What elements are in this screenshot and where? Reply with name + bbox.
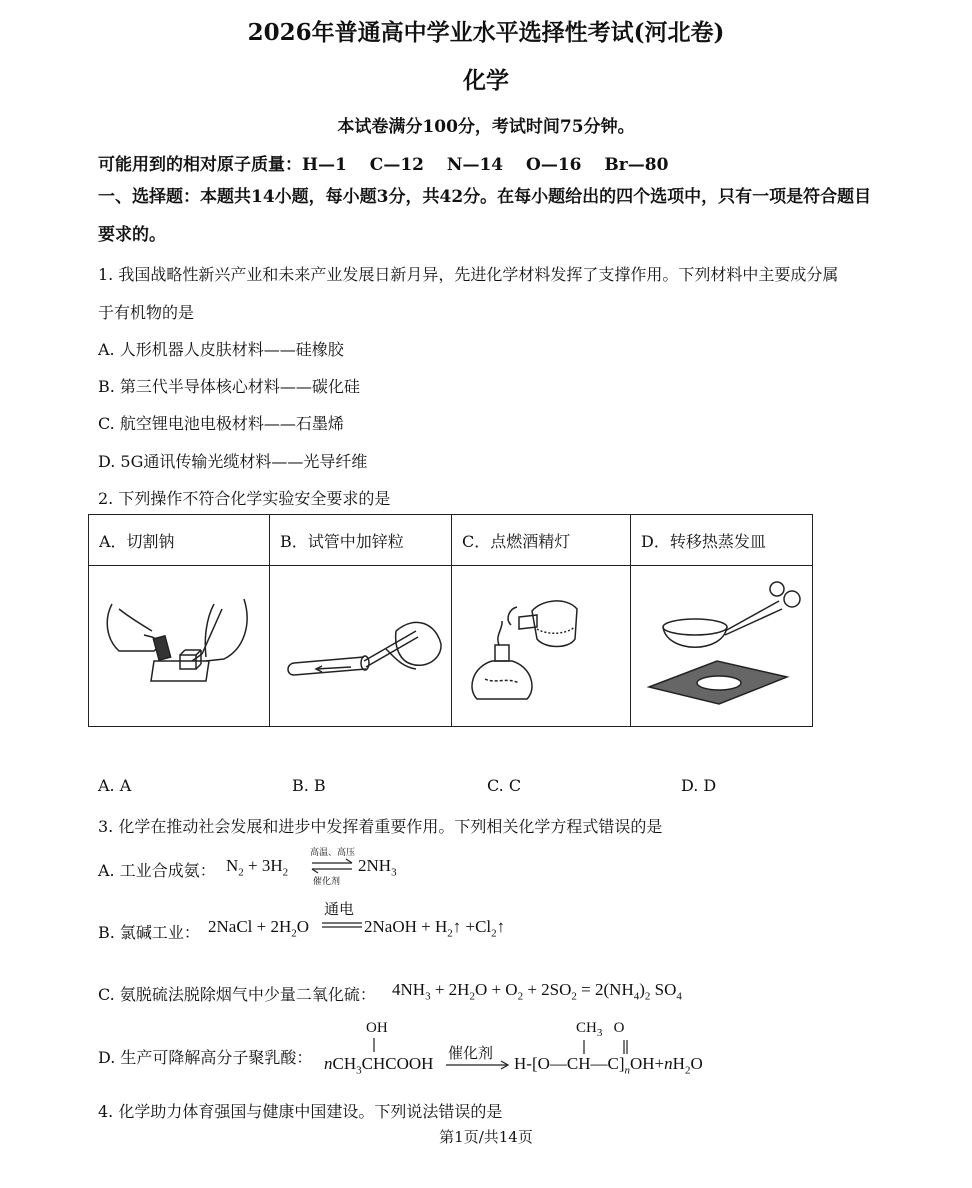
q3-d-condition: 催化剂 (448, 1044, 494, 1062)
q4-stem: 4. 化学助力体育强国与健康中国建设。下列说法错误的是 (98, 1102, 503, 1121)
reaction-arrow-icon (445, 1060, 511, 1070)
q3-a-reactants: $N_2 + 3H_2$ (226, 856, 289, 879)
q1-option-c: C. 航空锂电池电极材料——石墨烯 (98, 414, 344, 433)
q2-cell-b: B．试管中加锌粒 (270, 515, 452, 566)
exam-title: 2026年普通高中学业水平选择性考试(河北卷) (247, 19, 725, 46)
q2-answer-d: D. D (681, 776, 717, 795)
q1-option-a: A. 人形机器人皮肤材料——硅橡胶 (98, 340, 344, 359)
q2-answer-a: A. A (98, 776, 132, 795)
q2-answer-c: C. C (487, 776, 522, 795)
page-footer: 第1页/共14页 (439, 1128, 533, 1146)
q3-a-products: $2NH_3$ (358, 856, 397, 879)
q1-stem-line2: 于有机物的是 (98, 303, 195, 322)
q1-stem-line1: 1. 我国战略性新兴产业和未来产业发展日新月异，先进化学材料发挥了支撑作用。下列材料中主要成分属 (98, 265, 839, 284)
q2-cell-c: C．点燃酒精灯 (452, 515, 631, 566)
q2-answer-b: B. B (292, 776, 326, 795)
q3-b-reactants: 2NaCl + $2H_2O$ (208, 917, 310, 940)
q3-option-c-label: C. 氨脱硫法脱除烟气中少量二氧化硫： (98, 985, 376, 1004)
q1-option-b: B. 第三代半导体核心材料——碳化硅 (98, 377, 360, 396)
section-intro: 一、选择题：本题共14小题，每小题3分，共42分。在每小题给出的四个选项中，只有一项是符合题目要求的。 (98, 187, 872, 245)
subject-title: 化学 (463, 67, 509, 94)
q3-d-reactant: nCH$_3$CHCOOH (324, 1054, 434, 1077)
cutting-sodium-illustration (89, 566, 270, 727)
alcohol-lamp-illustration (452, 566, 631, 727)
q3-a-condition-bottom: 催化剂 (313, 877, 341, 887)
atomic-masses: 可能用到的相对原子质量：H—1 C—12 N—14 O—16 Br—80 (98, 155, 669, 175)
q3-c-equation: $4NH_3 + 2H_2O + O_2 + 2SO_2 = 2(NH_4)_2$ $SO_4$ (392, 980, 682, 1003)
q3-d-product: $H-[O—CH—C]_nOH+nH_2O$ (514, 1054, 703, 1077)
q1-option-d: D. 5G通讯传输光缆材料——光导纤维 (98, 452, 368, 471)
q3-d-oh-group: OH (366, 1020, 388, 1036)
q2-stem: 2. 下列操作不符合化学实验安全要求的是 (98, 489, 391, 508)
q3-stem: 3. 化学在推动社会发展和进步中发挥着重要作用。下列相关化学方程式错误的是 (98, 817, 663, 836)
exam-note: 本试卷满分100分，考试时间75分钟。 (337, 117, 635, 137)
equals-arrow-icon (320, 920, 364, 930)
test-tube-zinc-illustration (270, 566, 452, 727)
q3-option-b-label: B. 氯碱工业： (98, 923, 200, 942)
q2-cell-d: D．转移热蒸发皿 (631, 515, 813, 566)
q3-d-ch3-group: $CH_3$ O (576, 1020, 625, 1039)
q3-b-condition: 通电 (324, 900, 355, 918)
q2-cell-a: A．切割钠 (89, 515, 270, 566)
evaporating-dish-illustration (631, 566, 813, 727)
q3-a-condition-top: 高温、高压 (310, 848, 356, 858)
q3-option-a-label: A. 工业合成氨： (98, 861, 216, 880)
reversible-arrow-icon (310, 858, 354, 874)
q3-b-products: 2NaOH + $H_2↑$ $+Cl_2↑$ (364, 917, 506, 940)
q2-options-table (88, 514, 813, 727)
q3-option-d-label: D. 生产可降解高分子聚乳酸： (98, 1048, 313, 1067)
bond-line-icon (371, 1038, 377, 1052)
